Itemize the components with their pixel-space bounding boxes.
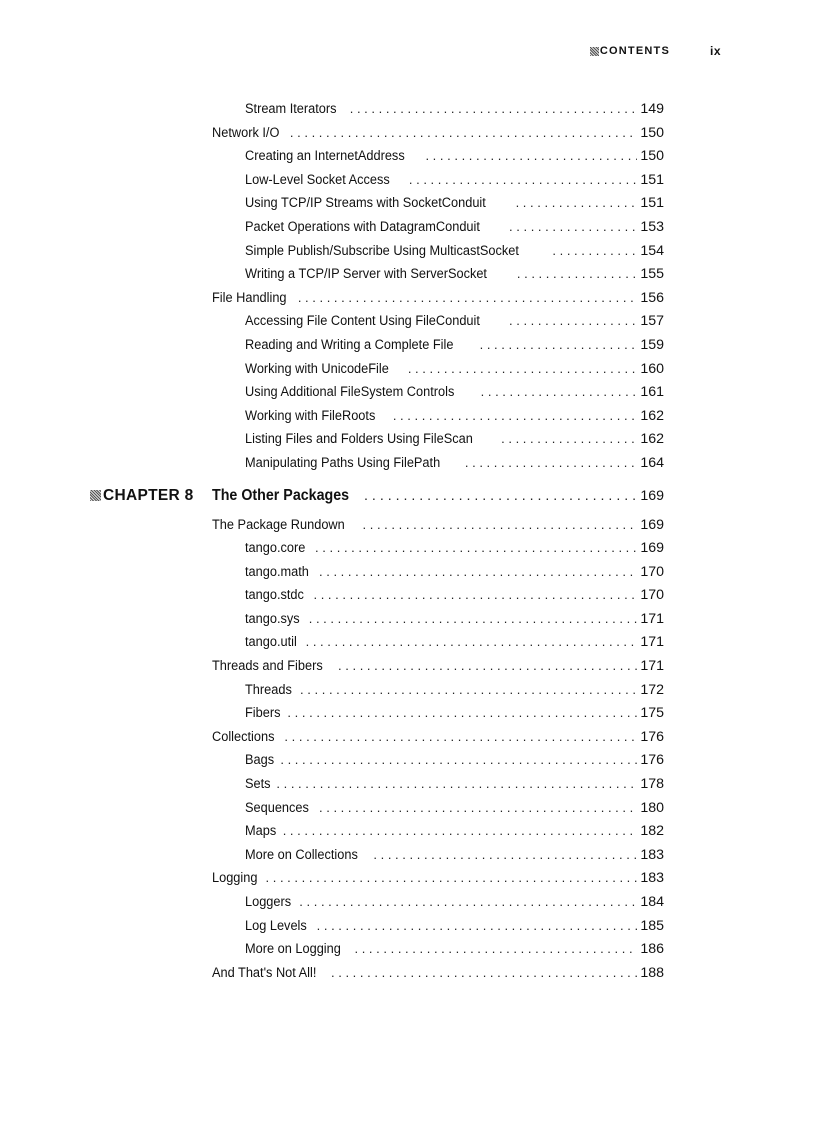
toc-subsection-entry[interactable] bbox=[212, 536, 664, 560]
entry-title: Accessing File Content Using FileConduit bbox=[245, 313, 480, 330]
entry-page-number: 176 bbox=[640, 752, 664, 769]
entry-page-number: 176 bbox=[640, 728, 664, 745]
entry-page-number: 150 bbox=[640, 124, 664, 141]
entry-title: The Other Packages bbox=[212, 486, 350, 504]
entry-page-number: 183 bbox=[640, 846, 664, 863]
entry-page-number: 157 bbox=[640, 313, 664, 330]
entry-title: Log Levels bbox=[245, 917, 307, 934]
dot-leader bbox=[284, 725, 637, 749]
entry-page-number: 162 bbox=[640, 407, 664, 424]
entry-title: Logging bbox=[212, 870, 258, 887]
dot-leader bbox=[364, 481, 637, 511]
entry-page-number: 171 bbox=[640, 658, 664, 675]
entry-title: tango.math bbox=[245, 563, 309, 580]
entry-page-number: 183 bbox=[640, 870, 664, 887]
dot-leader bbox=[283, 819, 638, 843]
entry-title: Fibers bbox=[245, 705, 281, 722]
entry-title: Reading and Writing a Complete File bbox=[245, 336, 454, 353]
dot-leader bbox=[517, 262, 637, 286]
entry-title: Sets bbox=[245, 776, 271, 793]
entry-page-number: 164 bbox=[640, 454, 664, 471]
dot-leader bbox=[501, 427, 637, 451]
entry-title: Using Additional FileSystem Controls bbox=[245, 384, 455, 401]
entry-page-number: 188 bbox=[640, 964, 664, 981]
toc-subsection-entry[interactable] bbox=[212, 748, 664, 772]
dot-leader bbox=[315, 536, 637, 560]
chapter-label-text: CHAPTER 8 bbox=[103, 486, 194, 504]
entry-page-number: 151 bbox=[640, 171, 664, 188]
table-of-contents bbox=[212, 97, 664, 984]
entry-page-number: 182 bbox=[640, 823, 664, 840]
header-page-number: ix bbox=[709, 44, 721, 58]
toc-subsection-entry[interactable] bbox=[212, 262, 664, 286]
header-section-title: CONTENTS bbox=[599, 45, 670, 57]
entry-page-number: 161 bbox=[640, 384, 664, 401]
toc-subsection-entry[interactable] bbox=[212, 357, 664, 381]
entry-title: Packet Operations with DatagramConduit bbox=[245, 218, 480, 235]
dot-leader bbox=[409, 168, 637, 192]
entry-page-number: 169 bbox=[640, 516, 664, 533]
dot-leader bbox=[552, 239, 637, 263]
entry-title: And That's Not All! bbox=[212, 964, 317, 981]
chapter-entry[interactable] bbox=[212, 481, 664, 511]
entry-title: Working with UnicodeFile bbox=[245, 360, 389, 377]
entry-page-number: 170 bbox=[640, 587, 664, 604]
toc-section-entry[interactable] bbox=[212, 513, 664, 537]
entry-page-number: 151 bbox=[640, 195, 664, 212]
toc-section-entry[interactable] bbox=[212, 866, 664, 890]
dot-leader bbox=[317, 914, 638, 938]
entry-page-number: 180 bbox=[640, 799, 664, 816]
entry-page-number: 171 bbox=[640, 634, 664, 651]
toc-subsection-entry[interactable] bbox=[212, 239, 664, 263]
entry-page-number: 169 bbox=[640, 540, 664, 557]
running-header bbox=[590, 44, 721, 58]
toc-subsection-entry[interactable] bbox=[212, 701, 664, 725]
dot-leader bbox=[300, 678, 637, 702]
entry-title: Low-Level Socket Access bbox=[245, 171, 390, 188]
entry-title: Threads and Fibers bbox=[212, 658, 323, 675]
entry-page-number: 159 bbox=[640, 336, 664, 353]
dot-leader bbox=[319, 560, 637, 584]
entry-page-number: 178 bbox=[640, 776, 664, 793]
dot-leader bbox=[319, 796, 637, 820]
chapter-marker-icon bbox=[90, 490, 101, 501]
dot-leader bbox=[480, 333, 638, 357]
dot-leader bbox=[393, 404, 638, 428]
section-marker-icon bbox=[590, 47, 599, 56]
entry-title: Maps bbox=[245, 823, 277, 840]
dot-leader bbox=[425, 144, 637, 168]
toc-subsection-entry[interactable] bbox=[212, 97, 664, 121]
toc-subsection-entry[interactable] bbox=[212, 678, 664, 702]
toc-subsection-entry[interactable] bbox=[212, 451, 664, 475]
dot-leader bbox=[290, 121, 637, 145]
dot-leader bbox=[266, 866, 638, 890]
entry-title: File Handling bbox=[212, 289, 287, 306]
dot-leader bbox=[331, 961, 637, 985]
dot-leader bbox=[509, 309, 637, 333]
entry-title: Stream Iterators bbox=[245, 101, 337, 117]
toc-subsection-entry[interactable] bbox=[212, 937, 664, 961]
entry-title: Manipulating Paths Using FilePath bbox=[245, 454, 441, 471]
toc-subsection-entry[interactable] bbox=[212, 191, 664, 215]
toc-subsection-entry[interactable] bbox=[212, 427, 664, 451]
entry-page-number: 171 bbox=[640, 610, 664, 627]
entry-page-number: 185 bbox=[640, 917, 664, 934]
entry-page-number: 184 bbox=[640, 894, 664, 910]
dot-leader bbox=[298, 286, 638, 310]
toc-section-entry[interactable] bbox=[212, 725, 664, 749]
entry-page-number: 169 bbox=[640, 487, 664, 504]
dot-leader bbox=[354, 937, 637, 961]
dot-leader bbox=[408, 357, 638, 381]
entry-page-number: 154 bbox=[640, 242, 664, 259]
toc-subsection-entry[interactable] bbox=[212, 630, 664, 654]
toc-subsection-entry[interactable] bbox=[212, 215, 664, 239]
entry-title: The Package Rundown bbox=[212, 516, 345, 533]
entry-title: Loggers bbox=[245, 894, 292, 910]
entry-page-number: 156 bbox=[640, 289, 664, 306]
toc-subsection-entry[interactable] bbox=[212, 583, 664, 607]
dot-leader bbox=[516, 191, 638, 215]
dot-leader bbox=[313, 583, 637, 607]
entry-title: Writing a TCP/IP Server with ServerSocket bbox=[245, 266, 487, 283]
entry-page-number: 155 bbox=[640, 266, 664, 283]
toc-subsection-entry[interactable] bbox=[212, 333, 664, 357]
entry-page-number: 162 bbox=[640, 431, 664, 448]
toc-section-entry[interactable] bbox=[212, 654, 664, 678]
toc-subsection-entry[interactable] bbox=[212, 560, 664, 584]
toc-subsection-entry[interactable] bbox=[212, 843, 664, 867]
entry-page-number: 153 bbox=[640, 218, 664, 235]
entry-page-number: 172 bbox=[640, 681, 664, 698]
entry-title: Threads bbox=[245, 681, 292, 698]
entry-title: Simple Publish/Subscribe Using MulticastSocket bbox=[245, 242, 519, 259]
toc-subsection-entry[interactable] bbox=[212, 819, 664, 843]
entry-page-number: 149 bbox=[640, 101, 664, 117]
toc-section-entry[interactable] bbox=[212, 121, 664, 145]
toc-subsection-entry[interactable] bbox=[212, 168, 664, 192]
toc-subsection-entry[interactable] bbox=[212, 380, 664, 404]
toc-subsection-entry[interactable] bbox=[212, 404, 664, 428]
dot-leader bbox=[276, 772, 637, 796]
dot-leader bbox=[373, 843, 637, 867]
dot-leader bbox=[465, 451, 637, 475]
dot-leader bbox=[280, 748, 637, 772]
entry-page-number: 175 bbox=[640, 705, 664, 722]
dot-leader bbox=[509, 215, 637, 239]
toc-subsection-entry[interactable] bbox=[212, 144, 664, 168]
entry-title: tango.sys bbox=[245, 610, 300, 627]
entry-title: tango.core bbox=[245, 540, 306, 557]
toc-section-entry[interactable] bbox=[212, 286, 664, 310]
toc-subsection-entry[interactable] bbox=[212, 309, 664, 333]
entry-title: Using TCP/IP Streams with SocketConduit bbox=[245, 195, 486, 212]
entry-title: Sequences bbox=[245, 799, 309, 816]
dot-leader bbox=[287, 701, 637, 725]
toc-section-entry[interactable] bbox=[212, 961, 664, 985]
entry-page-number: 186 bbox=[640, 941, 664, 958]
entry-title: Creating an InternetAddress bbox=[245, 148, 405, 165]
entry-title: More on Logging bbox=[245, 941, 341, 958]
entry-title: Working with FileRoots bbox=[245, 407, 376, 424]
dot-leader bbox=[481, 380, 638, 404]
entry-page-number: 160 bbox=[640, 360, 664, 377]
chapter-label bbox=[90, 481, 194, 511]
dot-leader bbox=[309, 607, 638, 631]
toc-subsection-entry[interactable] bbox=[212, 772, 664, 796]
entry-title: tango.stdc bbox=[245, 587, 304, 604]
entry-title: Bags bbox=[245, 752, 275, 769]
entry-title: Listing Files and Folders Using FileScan bbox=[245, 431, 473, 448]
toc-subsection-entry[interactable] bbox=[212, 607, 664, 631]
toc-subsection-entry[interactable] bbox=[212, 796, 664, 820]
entry-page-number: 170 bbox=[640, 563, 664, 580]
dot-leader bbox=[338, 654, 637, 678]
entry-title: Network I/O bbox=[212, 124, 280, 141]
toc-subsection-entry[interactable] bbox=[212, 890, 664, 914]
toc-subsection-entry[interactable] bbox=[212, 914, 664, 938]
entry-page-number: 150 bbox=[640, 148, 664, 165]
dot-leader bbox=[299, 890, 637, 914]
dot-leader bbox=[306, 630, 638, 654]
entry-title: tango.util bbox=[245, 634, 297, 651]
entry-title: Collections bbox=[212, 728, 275, 745]
entry-title: More on Collections bbox=[245, 846, 358, 863]
dot-leader bbox=[350, 97, 638, 121]
dot-leader bbox=[363, 513, 638, 537]
